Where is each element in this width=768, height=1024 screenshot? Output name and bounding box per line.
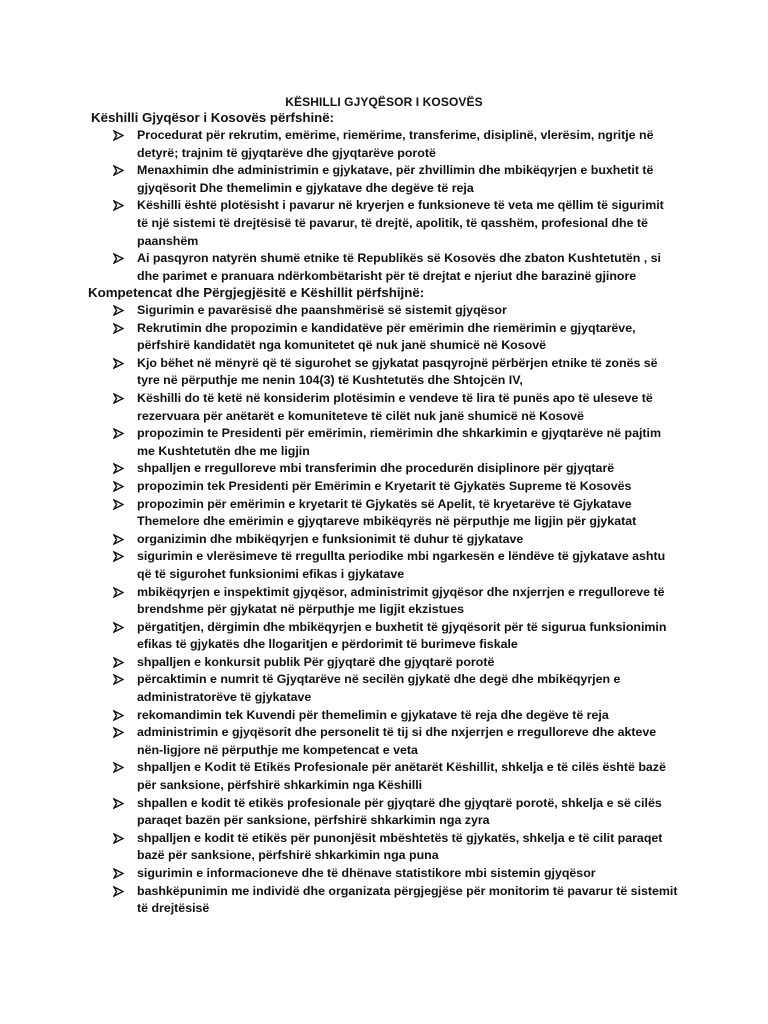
arrow-bullet-icon [113,460,125,477]
list-item-text: administrimin e gjyqësorit dhe personelit të tij si dhe nxjerrjen e rregulloreve dhe akteve nën-ligjore në përputhje me kompetencat e veta [137,725,657,757]
arrow-bullet-icon [113,531,125,548]
arrow-bullet-icon [113,707,125,724]
list-item [0,707,768,725]
list-item-text: shpalljen e konkursit publik Për gjyqtarë dhe gjyqtarë porotë [137,654,495,669]
list-item-text: Këshilli do të ketë në konsiderim plotësimin e vendeve të lira të punës apo të uleseve të rezervuara për anëtarët e komuniteteve të cilët nuk janë shumicë në Kosovë [137,390,653,423]
list-item-text: shpalljen e Kodit të Etikës Profesionale për anëtarët Këshillit, shkelja e të cilës është bazë për sanksione, përfshirë shkarkimin nga Këshilli [137,760,666,793]
arrow-bullet-icon [113,883,125,900]
list-item-text: propozimin për emërimin e kryetarit të Gjykatës së Apelit, të kryetarëve të Gjykatave Themelore dhe emërimin e gjyqtareve mbikëqyrës në përputhje me ligjin për gjykatat [137,496,637,529]
section-2-list [0,302,768,918]
list-item-text: rekomandimin tek Kuvendi për themelimin e gjykatave të reja dhe degëve të reja [137,707,609,722]
arrow-bullet-icon [113,795,125,812]
arrow-bullet-icon [113,671,125,688]
list-item-text: Rekrutimin dhe propozimin e kandidatëve për emërimin dhe riemërimin e gjyqtarëve, përfshirë kandidatët nga komunitetet që nuk janë shumicë në Kosovë [137,320,636,353]
arrow-bullet-icon [113,548,125,565]
arrow-bullet-icon [113,654,125,671]
list-item [0,460,768,478]
list-item [0,162,768,197]
list-item [0,759,768,794]
section-1-heading: Këshilli Gjyqësor i Kosovës përfshinë: [91,110,335,125]
list-item [0,425,768,460]
list-item-text: Procedurat për rekrutim, emërime, riemërime, transferime, disiplinë, vlerësim, ngritje në detyrë; trajnim të gjyqtarëve dhe gjyqtarëve porotë [137,128,654,160]
list-item [0,355,768,390]
list-item [0,584,768,619]
list-item-text: shpalljen e kodit të etikës për punonjësit mbështetës të gjykatës, shkelja e të cilit paraqet bazë për sanksione, përfshirë shkarkimin nga puna [137,830,663,863]
arrow-bullet-icon [113,127,125,144]
list-item-text: Menaxhimin dhe administrimin e gjykatave, për zhvillimin dhe mbikëqyrjen e buxhetit të gjyqësorit Dhe themelimin e gjykatave dhe degëve të reja [137,163,654,195]
list-item [0,724,768,759]
arrow-bullet-icon [113,425,125,442]
arrow-bullet-icon [113,478,125,495]
arrow-bullet-icon [113,619,125,636]
list-item [0,531,768,549]
list-item-text: propozimin te Presidenti për emërimin, riemërimin dhe shkarkimin e gjyqtarëve në pajtim me Kushtetutën dhe me ligjin [137,426,662,458]
list-item-text: Kjo bëhet në mënyrë që të sigurohet se gjykatat pasqyrojnë përbërjen etnike të zonës së tyre në përputhje me nenin 104(3) të Kushtetutës dhe Shtojcën IV, [137,355,658,388]
list-item-text: përgatitjen, dërgimin dhe mbikëqyrjen e buxhetit të gjyqësorit për të sigurua funksionimin efikas të gjykatës dhe llogaritjen e përdorimit të burimeve fiskale [137,619,667,652]
list-item [0,795,768,830]
arrow-bullet-icon [113,724,125,741]
list-item-text: sigurimin e vlerësimeve të rregullta periodike mbi ngarkesën e lëndëve të gjykatave ashtu që të sigurohet funksionimi efikas i gjykatave [137,549,666,581]
section-1-list [0,127,768,285]
list-item [0,250,768,285]
list-item-text: shpalljen e rregulloreve mbi transferimin dhe procedurën disiplinore për gjyqtarë [137,461,615,476]
list-item [0,390,768,425]
list-item-text: mbikëqyrjen e inspektimit gjyqësor, administrimit gjyqësor dhe nxjerrjen e rregulloreve të brendshme për gjykatat në përputhje me ligjit ekzistues [137,584,665,617]
list-item [0,496,768,531]
arrow-bullet-icon [113,390,125,407]
arrow-bullet-icon [113,355,125,372]
list-item-text: propozimin tek Presidenti për Emërimin e Kryetarit të Gjykatës Supreme të Kosovës [137,478,632,493]
arrow-bullet-icon [113,320,125,337]
arrow-bullet-icon [113,162,125,179]
arrow-bullet-icon [113,302,125,319]
list-item-text: sigurimin e informacioneve dhe të dhënave statistikore mbi sistemin gjyqësor [137,866,596,880]
list-item [0,320,768,355]
arrow-bullet-icon [113,584,125,601]
list-item [0,671,768,706]
list-item-text: Këshilli është plotësisht i pavarur në kryerjen e funksioneve të veta me qëllim të sigurimit të një sistemi të drejtësisë të pavarur, të drejtë, apolitik, të qasshëm, profesional dhe të paanshëm [137,198,664,248]
list-item [0,197,768,250]
arrow-bullet-icon [113,830,125,847]
list-item [0,654,768,672]
document-title: KËSHILLI GJYQËSOR I KOSOVËS [285,95,483,109]
list-item-text: shpallen e kodit të etikës profesionale për gjyqtarë dhe gjyqtarë porotë, shkelja e së cilës paraqet bazën për sanksione, përfshirë shkarkimin nga zyra [137,795,662,828]
list-item [0,548,768,583]
arrow-bullet-icon [113,197,125,214]
list-item [0,302,768,320]
arrow-bullet-icon [113,865,125,882]
arrow-bullet-icon [113,250,125,267]
section-2-heading: Kompetencat dhe Përgjegjësitë e Këshillit përfshijnë: [88,285,425,300]
list-item-text: organizimin dhe mbikëqyrjen e funksionimit të duhur të gjykatave [137,531,524,546]
list-item-text: bashkëpunimin me individë dhe organizata përgjegjëse për monitorim të pavarur të sistemit të drejtësisë [137,883,678,916]
list-item [0,478,768,496]
list-item-text: përcaktimin e numrit të Gjyqtarëve në secilën gjykatë dhe degë dhe mbikëqyrjen e administratorëve të gjykatave [137,672,621,705]
arrow-bullet-icon [113,759,125,776]
list-item-text: Sigurimin e pavarësisë dhe paanshmërisë së sistemit gjyqësor [137,303,507,317]
list-item [0,883,768,918]
list-item-text: Ai pasqyron natyrën shumë etnike të Republikës së Kosovës dhe zbaton Kushtetutën , si dhe parimet e pranuara ndërkombëtarisht për të drejtat e njeriut dhe barazinë gjinore [137,251,661,283]
list-item [0,830,768,865]
list-item [0,619,768,654]
list-item [0,865,768,883]
arrow-bullet-icon [113,496,125,513]
list-item [0,127,768,162]
